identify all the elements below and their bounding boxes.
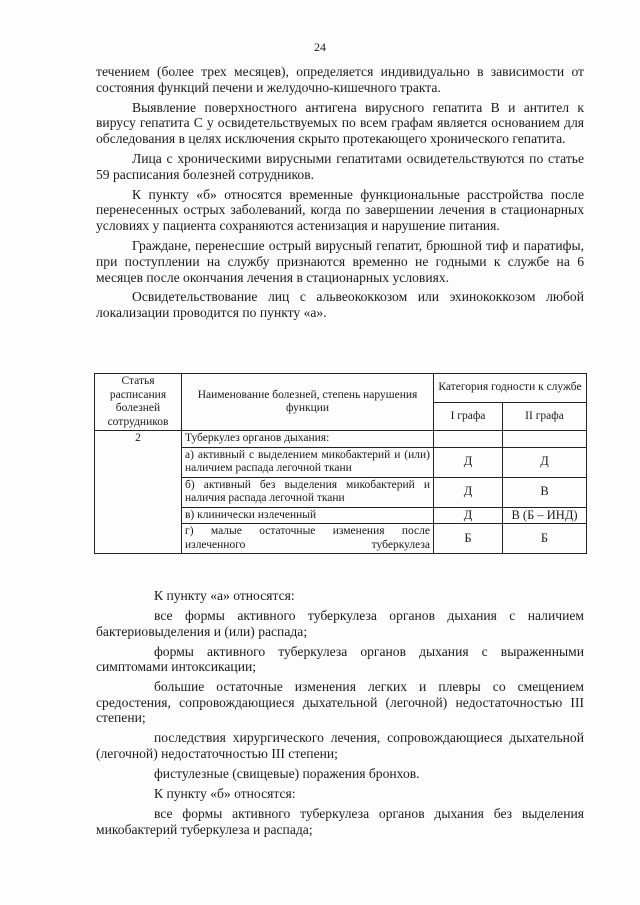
- row-description: в) клинически излеченный: [182, 507, 434, 524]
- table-row: [95, 431, 587, 448]
- table-header-row: [95, 374, 587, 403]
- row-category-2: В: [503, 477, 587, 507]
- row-category-1: Б: [434, 524, 503, 554]
- row-description: а) активный с выделением микобактерий и (или) наличием распада легочной ткани: [182, 447, 434, 477]
- paragraph: все формы активного туберкулеза органов дыхания с наличием бактериовыделения и (или) распада;: [96, 608, 584, 639]
- scan-speck: [168, 838, 170, 839]
- paragraph: фистулезные (свищевые) поражения бронхов.: [154, 765, 420, 781]
- header-category: Категория годности к службе: [434, 374, 587, 403]
- bottom-text-block: [96, 588, 584, 842]
- top-text-block: [96, 64, 584, 325]
- group-title: Туберкулез органов дыхания:: [182, 431, 434, 448]
- row-category-1: Д: [434, 507, 503, 524]
- paragraph: последствия хирургического лечения, сопровождающиеся дыхательной (легочной) недостаточностью III степени;: [96, 730, 584, 761]
- row-category-2: Б: [503, 524, 587, 554]
- paragraph: течением (более трех месяцев), определяется индивидуально в зависимости от состояния функций печени и желудочно-кишечного тракта.: [96, 64, 584, 95]
- paragraph: Граждане, перенесшие острый вирусный гепатит, брюшной тиф и паратифы, при поступлении на службу признаются временно не годными к службе на 6 месяцев после окончания лечения в стационарных условиях.: [96, 237, 584, 285]
- row-description: б) активный без выделения микобактерий и наличия распада легочной ткани: [182, 477, 434, 507]
- page-number: 24: [314, 40, 326, 54]
- header-article: Статья расписания болезней сотрудников: [95, 374, 182, 431]
- paragraph: все формы активного туберкулеза органов дыхания без выделения микобактерий туберкулеза и распада;: [96, 806, 584, 837]
- paragraph: Лица с хроническими вирусными гепатитами освидетельствуются по статье 59 расписания болезней сотрудников.: [96, 150, 584, 182]
- row-category-2: В (Б – ИНД): [503, 507, 587, 524]
- paragraph: формы активного туберкулеза органов дыхания с выраженными симптомами интоксикации;: [96, 643, 584, 675]
- row-description: г) малые остаточные изменения после излеченного туберкулеза: [182, 524, 434, 554]
- paragraph: К пункту «б» относятся:: [154, 786, 296, 802]
- paragraph: Выявление поверхностного антигена вирусного гепатита В и антител к вирусу гепатита С у освидетельствуемых по всем графам является основанием для обследования в целях исключения скрыто протекающего хронического гепатита.: [96, 99, 584, 147]
- paragraph: большие остаточные изменения легких и плевры со смещением средостения, сопровождающиеся дыхательной (легочной) недостаточностью III степени;: [96, 679, 584, 726]
- paragraph: Освидетельствование лиц с альвеококкозом или эхинококкозом любой локализации проводится по пункту «а».: [96, 289, 584, 321]
- header-column-1: I графа: [434, 402, 503, 431]
- header-column-2: II графа: [503, 402, 587, 431]
- paragraph: К пункту «а» относятся:: [154, 588, 295, 603]
- header-disease-name: Наименование болезней, степень нарушения функции: [182, 374, 434, 431]
- row-category-1: Д: [434, 477, 503, 507]
- paragraph: К пункту «б» относятся временные функциональные расстройства после перенесенных острых заболеваний, когда по завершении лечения в стационарных условиях у пациента сохраняются астенизация и нарушение питания.: [96, 186, 584, 234]
- fitness-category-table: [94, 373, 587, 554]
- article-number: 2: [95, 431, 182, 554]
- row-category-1: Д: [434, 447, 503, 477]
- row-category-2: Д: [503, 447, 587, 477]
